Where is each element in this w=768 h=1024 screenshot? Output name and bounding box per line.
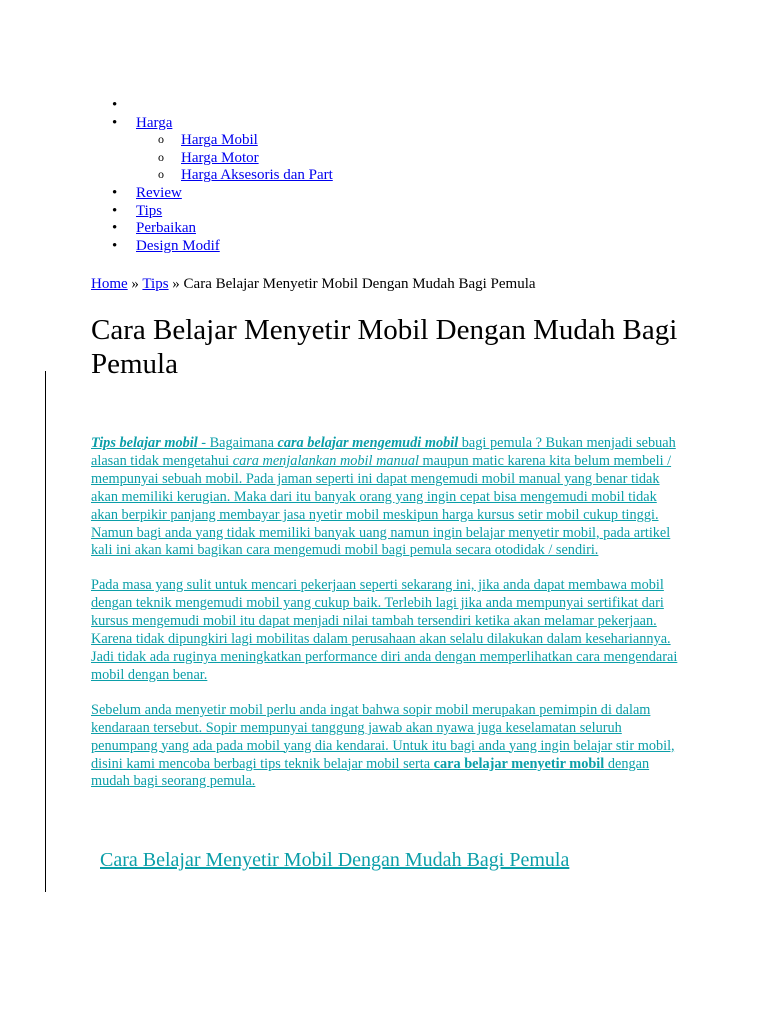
submenu-link-harga-motor[interactable]: Harga Motor: [181, 149, 259, 166]
nav-link-perbaikan[interactable]: Perbaikan: [136, 220, 196, 237]
keyword-cara-belajar-mengemudi: cara belajar mengemudi mobil: [277, 435, 459, 451]
nav-item-review: [90, 185, 333, 203]
breadcrumb-tips-link[interactable]: Tips: [142, 276, 169, 292]
vertical-divider: [45, 371, 46, 892]
nav-link-review[interactable]: Review: [136, 184, 182, 201]
main-nav: [90, 97, 333, 255]
nav-link-design-modif[interactable]: Design Modif: [136, 237, 220, 254]
submenu-link-harga-aksesoris[interactable]: Harga Aksesoris dan Part: [181, 167, 333, 184]
nav-item-empty: [90, 97, 333, 115]
nav-item-perbaikan: [90, 220, 333, 238]
breadcrumb-separator: »: [168, 276, 184, 292]
keyword-cara-belajar-menyetir: cara belajar menyetir mobil: [433, 755, 605, 772]
article-body: [91, 435, 687, 808]
nav-link-tips[interactable]: Tips: [136, 202, 163, 219]
page-title: Cara Belajar Menyetir Mobil Dengan Mudah Bagi Pemula: [91, 314, 678, 380]
submenu-item-harga-aksesoris: [136, 167, 333, 185]
submenu-item-harga-mobil: [136, 132, 333, 150]
article-paragraph-2[interactable]: Pada masa yang sulit untuk mencari pekerjaan seperti sekarang ini, jika anda dapat membawa mobil dengan teknik mengemudi mobil yang cukup baik. Terlebih lagi jika anda mempunyai sertifikat dari kursus mengemudi mobil itu dapat menjadi nilai tambah tersendiri ketika akan melamar pekerjaan. Karena tidak dipungkiri lagi mobilitas dalam perusahaan akan selalu dilakukan dalam kesehariannya. Jadi tidak ada ruginya meningkatkan performance diri anda dengan memperlihatkan cara mengendarai mobil dengan benar.: [91, 577, 678, 683]
breadcrumb: [91, 275, 536, 293]
nav-item-harga: [90, 115, 333, 185]
breadcrumb-separator: »: [127, 276, 143, 292]
nav-item-design-modif: [90, 238, 333, 256]
keyword-tips-belajar-mobil: Tips belajar mobil: [91, 435, 198, 451]
submenu-link-harga-mobil[interactable]: Harga Mobil: [181, 132, 258, 149]
nav-link-harga[interactable]: Harga: [136, 114, 173, 131]
submenu-item-harga-motor: [136, 150, 333, 168]
nav-item-tips: [90, 203, 333, 221]
breadcrumb-current: Cara Belajar Menyetir Mobil Dengan Mudah Bagi Pemula: [183, 276, 536, 292]
breadcrumb-home-link[interactable]: Home: [91, 276, 128, 292]
keyword-cara-menjalankan: cara menjalankan mobil manual: [232, 452, 419, 469]
article-paragraph-3[interactable]: Sebelum anda menyetir mobil perlu anda ingat bahwa sopir mobil merupakan pemimpin di dalam kendaraan tersebut. Sopir mempunyai tanggung jawab akan nyawa juga keselamatan seluruh penumpang yang ada pada mobil yang dia kendarai. Untuk itu bagi anda yang ingin belajar stir mobil, disini kami mencoba berbagi tips teknik belajar mobil serta cara belajar menyetir mobil dengan mudah bagi seorang pemula.: [91, 701, 675, 790]
article-paragraph-1[interactable]: Tips belajar mobil - Bagaimana cara belajar mengemudi mobil bagi pemula ? Bukan menjadi sebuah alasan tidak mengetahui cara menjalankan mobil manual maupun matic karena kita belum membeli / mempunyai sebuah mobil. Pada jaman seperti ini dapat mengemudi mobil manual yang benar tidak akan memiliki kerugian. Maka dari itu banyak orang yang ingin cepat bisa mengemudi mobil tidak akan berpikir panjang membayar jasa nyetir mobil meskipun harga kursus setir mobil cukup tinggi. Namun bagi anda yang tidak memiliki banyak uang namun ingin belajar menyetir mobil, pada artikel kali ini akan kami bagikan cara mengemudi mobil bagi pemula secara otodidak / sendiri.: [91, 435, 676, 559]
article-subheading[interactable]: Cara Belajar Menyetir Mobil Dengan Mudah Bagi Pemula: [100, 849, 570, 871]
harga-submenu: [136, 132, 333, 185]
